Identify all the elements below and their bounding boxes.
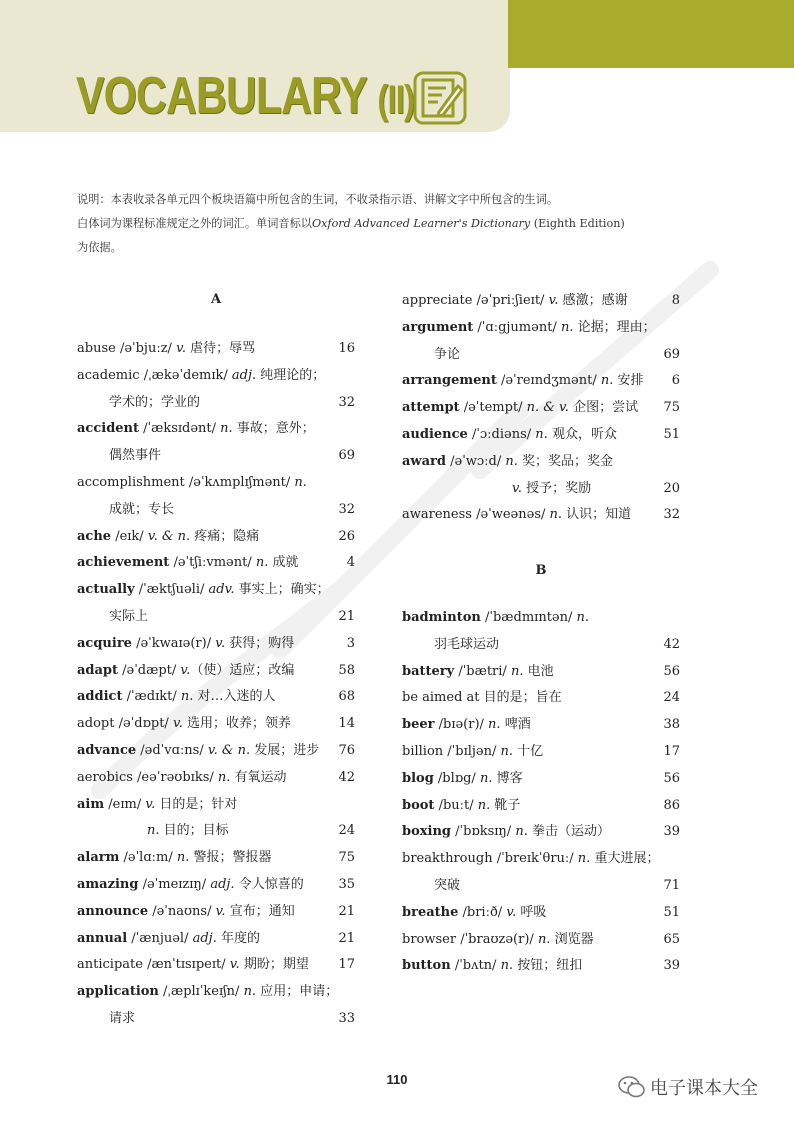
entry-phonetic: /ədˈvɑːns/ xyxy=(136,743,208,758)
entry-word: battery xyxy=(402,663,455,679)
entry-page: 32 xyxy=(338,394,355,410)
entry-definition: 感激；感谢 xyxy=(558,293,628,308)
entry-definition: 应用；申请； xyxy=(256,984,339,1000)
entry-definition: 选用；收养；领养 xyxy=(182,716,292,732)
entry-pos: v. xyxy=(180,662,191,678)
entry-definition: 呼吸 xyxy=(516,904,547,920)
entry-definition: 日的是；针对 xyxy=(155,796,238,812)
entry-phonetic: /briːð/ xyxy=(458,904,507,920)
entry-pos: n. xyxy=(479,770,493,786)
vocab-entry xyxy=(402,819,680,845)
entry-phonetic: /əˈreɪndʒmənt/ xyxy=(496,373,601,389)
entry-pos: n. xyxy=(294,475,307,490)
vocab-entry xyxy=(402,900,680,926)
dictionary-title: Oxford Advanced Learner's Dictionary xyxy=(311,217,531,230)
entry-word: amazing xyxy=(77,877,139,892)
entry-word: badminton xyxy=(402,610,481,625)
section-heading-a: A xyxy=(210,292,222,307)
entry-page: 71 xyxy=(663,878,680,893)
entry-page: 39 xyxy=(663,958,680,974)
entry-definition: 靴子 xyxy=(490,797,521,813)
entry-phonetic: /əˈkwaɪə(r)/ xyxy=(131,635,216,651)
entry-pos: adj. xyxy=(210,877,235,892)
entry-definition: 目的是；旨在 xyxy=(483,690,562,706)
entry-page: 20 xyxy=(663,480,680,496)
entry-page: 56 xyxy=(663,770,680,786)
vocab-entry xyxy=(77,390,355,416)
entry-phonetic: /eɪm/ xyxy=(104,796,146,812)
entry-pos: n. xyxy=(577,851,591,867)
entry-page: 8 xyxy=(671,293,680,308)
entry-page: 76 xyxy=(338,743,355,758)
entry-word: blog xyxy=(402,770,434,786)
entry-page: 21 xyxy=(338,930,355,946)
vocab-entry xyxy=(402,873,680,899)
entry-pos: n. xyxy=(176,850,190,866)
entry-word: be aimed at xyxy=(402,690,480,706)
entry-word: actually xyxy=(77,582,135,598)
entry-word: adapt xyxy=(77,662,119,678)
entry-page: 75 xyxy=(663,400,680,416)
entry-definition: 成就 xyxy=(268,555,299,571)
entry-definition: 观众，听众 xyxy=(547,427,617,442)
entry-page: 32 xyxy=(338,501,355,517)
intro-line-1: 说明：本表收录各单元四个板块语篇中所包含的生词，不收录指示语、讲解文字中所包含的生词。 xyxy=(77,193,559,206)
page-title: VOCABULARY (II) xyxy=(76,67,415,125)
vocab-entry xyxy=(402,632,680,658)
vocab-entry xyxy=(77,926,355,952)
entry-phonetic: /ˈbætri/ xyxy=(454,663,511,679)
vocab-entry xyxy=(402,395,680,421)
entry-definition: 令人惊喜的 xyxy=(234,877,304,892)
entry-pos: n. & v. xyxy=(526,400,569,416)
vocab-entry xyxy=(402,422,680,448)
entry-definition: 浏览器 xyxy=(550,931,594,947)
entry-pos: n. xyxy=(535,427,548,442)
vocab-entry xyxy=(77,524,355,550)
entry-word: announce xyxy=(77,903,149,919)
entry-pos: n. xyxy=(576,610,590,625)
entry-pos: n. xyxy=(600,373,614,389)
entry-page: 68 xyxy=(338,689,355,705)
entry-pos: n. xyxy=(243,984,257,1000)
entry-definition: 事故；意外； xyxy=(232,421,315,437)
vocab-entry xyxy=(402,739,680,765)
vocab-entry xyxy=(77,1006,355,1032)
vocab-entry xyxy=(402,766,680,792)
entry-word: awareness xyxy=(402,507,472,523)
notebook-pencil-icon xyxy=(412,70,468,126)
vocab-entry xyxy=(77,658,355,684)
entry-definition: 重大进展； xyxy=(590,851,660,867)
entry-word: audience xyxy=(402,427,468,442)
entry-page: 24 xyxy=(338,823,355,839)
entry-page: 38 xyxy=(663,717,680,733)
entry-phonetic: /əˈkʌmplɪʃmənt/ xyxy=(184,475,295,490)
entry-phonetic: /buːt/ xyxy=(434,797,478,813)
entry-phonetic: /əˈwɔːd/ xyxy=(445,453,506,469)
entry-definition-continued: 突破 xyxy=(434,878,461,893)
entry-pos: n. xyxy=(180,689,194,705)
vocab-entry xyxy=(402,605,680,631)
entry-word: beer xyxy=(402,717,435,733)
entry-word: abuse xyxy=(77,341,116,356)
entry-definition: 企图；尝试 xyxy=(568,400,639,416)
entry-phonetic: /ˈɑːgjumənt/ xyxy=(473,319,561,335)
entry-pos: n. xyxy=(537,931,551,947)
entry-definition: 授予；奖励 xyxy=(521,480,592,496)
entry-phonetic: /ˈbɒksɪŋ/ xyxy=(451,824,516,840)
entry-phonetic: /ˌæplɪˈkeɪʃn/ xyxy=(158,984,244,1000)
entry-pos: n. xyxy=(477,797,491,813)
vocab-entry xyxy=(77,497,355,523)
vocab-entry xyxy=(402,927,680,953)
entry-pos: v. xyxy=(172,716,183,732)
entry-definition-continued: 争论 xyxy=(434,346,461,362)
entry-word: award xyxy=(402,453,446,469)
vocab-entry xyxy=(77,550,355,576)
vocab-entry xyxy=(77,631,355,657)
page-number: 110 xyxy=(386,1072,408,1087)
entry-pos: adv. xyxy=(208,582,235,598)
entry-phonetic: /əˈtʃiːvmənt/ xyxy=(169,555,256,571)
vocab-entry xyxy=(77,792,355,818)
entry-phonetic: /əˈtempt/ xyxy=(459,400,527,416)
entry-phonetic: /eəˈrəʊbɪks/ xyxy=(132,769,218,785)
entry-page: 86 xyxy=(663,797,680,813)
entry-phonetic: /ænˈtɪsɪpeɪt/ xyxy=(142,957,230,973)
entry-page: 21 xyxy=(338,903,355,919)
entry-page: 58 xyxy=(338,662,355,678)
vocab-entry xyxy=(402,793,680,819)
entry-definition: 认识；知道 xyxy=(562,507,632,523)
entry-phonetic: /əˈpriːʃieɪt/ xyxy=(472,293,549,308)
vocab-entry xyxy=(402,476,680,502)
entry-page: 75 xyxy=(338,850,355,866)
entry-pos: n. xyxy=(560,319,574,335)
brand-text: 电子课本大全 xyxy=(650,1078,758,1099)
entry-word: adopt xyxy=(77,716,115,732)
entry-word: arrangement xyxy=(402,373,497,389)
entry-phonetic: /ˈɔːdiəns/ xyxy=(467,427,536,442)
entry-word: application xyxy=(77,984,159,1000)
entry-word: alarm xyxy=(77,850,120,866)
wechat-icon xyxy=(618,1076,646,1098)
vocab-entry xyxy=(77,845,355,871)
vocab-entry xyxy=(77,711,355,737)
vocab-entry xyxy=(402,368,680,394)
vocab-entry xyxy=(402,449,680,475)
entry-phonetic: /əˈnaʊns/ xyxy=(148,903,216,919)
intro-line-2: 白体词为课程标准规定之外的词汇。单词音标以Oxford Advanced Learner's Dictionary (Eighth Edition) xyxy=(77,217,625,230)
entry-phonetic: /eɪk/ xyxy=(111,528,148,544)
entry-page: 17 xyxy=(338,957,355,973)
entry-definition: （使）适应；改编 xyxy=(190,662,295,678)
entry-definition: 疼痛；隐痛 xyxy=(190,528,260,544)
entry-word: aerobics xyxy=(77,769,133,785)
entry-phonetic: /əˈmeɪzɪŋ/ xyxy=(138,877,211,892)
entry-word: attempt xyxy=(402,400,460,416)
entry-page: 69 xyxy=(663,346,680,362)
entry-phonetic: /ˈædɪkt/ xyxy=(122,689,181,705)
entry-pos: v. xyxy=(215,635,226,651)
entry-phonetic: /ˈbraʊzə(r)/ xyxy=(456,931,538,947)
vocab-entry xyxy=(77,416,355,442)
entry-page: 51 xyxy=(663,427,680,442)
entry-word: accomplishment xyxy=(77,475,185,490)
vocab-entry xyxy=(77,765,355,791)
entry-definition: 目的；目标 xyxy=(159,823,229,839)
entry-definition: 论据；理由； xyxy=(573,319,656,335)
entry-definition: 有氧运动 xyxy=(230,769,287,785)
entry-definition-continued: 羽毛球运动 xyxy=(434,636,500,652)
entry-phonetic: /əˈbjuːz/ xyxy=(115,341,177,356)
vocab-entry xyxy=(77,577,355,603)
entry-definition: 奖；奖品；奖金 xyxy=(517,453,614,469)
entry-pos: v. xyxy=(215,903,226,919)
vocab-entry xyxy=(77,872,355,898)
vocab-entry xyxy=(77,470,355,496)
entry-definition: 拳击（运动） xyxy=(527,824,610,840)
entry-definition: 按钮；纽扣 xyxy=(513,958,583,974)
entry-page: 56 xyxy=(663,663,680,679)
entry-phonetic: /ˈbreɪkˈθruː/ xyxy=(492,851,578,867)
entry-word: annual xyxy=(77,930,128,946)
entry-word: anticipate xyxy=(77,957,143,973)
entry-page: 16 xyxy=(338,341,355,356)
entry-pos: n. xyxy=(488,717,501,733)
entry-pos: v. xyxy=(548,293,559,308)
entry-pos: adj. xyxy=(192,930,217,946)
entry-phonetic: /əˈweənəs/ xyxy=(471,507,550,523)
entry-pos: v. & n. xyxy=(207,743,251,758)
entry-page: 33 xyxy=(338,1011,355,1026)
entry-pos: n. xyxy=(500,958,514,974)
vocab-entry xyxy=(402,846,680,872)
entry-page: 35 xyxy=(338,877,355,892)
section-heading-b: B xyxy=(535,563,547,578)
entry-definition: 博客 xyxy=(492,770,523,786)
vocab-entry xyxy=(77,363,355,389)
entry-phonetic: /ˈbɪljən/ xyxy=(443,744,501,759)
entry-pos: n. xyxy=(549,507,563,523)
entry-word: ache xyxy=(77,528,112,544)
header-accent-block xyxy=(508,0,794,68)
entry-phonetic: /əˈdɒpt/ xyxy=(114,716,173,732)
entry-pos: v. & n. xyxy=(147,528,191,544)
entry-definition: 宣布；通知 xyxy=(225,903,295,919)
entry-phonetic: /əˈlɑːm/ xyxy=(119,850,177,866)
entry-page: 42 xyxy=(338,769,355,785)
entry-phonetic: /blɒg/ xyxy=(433,770,480,786)
vocab-entry xyxy=(77,684,355,710)
entry-word: academic xyxy=(77,367,140,383)
entry-word: appreciate xyxy=(402,293,473,308)
entry-word: boot xyxy=(402,797,435,813)
entry-page: 42 xyxy=(663,636,680,652)
vocab-entry xyxy=(402,288,680,314)
entry-page: 24 xyxy=(663,690,680,706)
vocab-entry xyxy=(77,738,355,764)
entry-pos: v. xyxy=(145,796,156,812)
vocab-entry xyxy=(77,899,355,925)
entry-definition: 期盼；期望 xyxy=(239,957,309,973)
vocab-entry xyxy=(77,818,355,844)
entry-word: browser xyxy=(402,931,457,947)
entry-phonetic: /əˈdæpt/ xyxy=(118,662,181,678)
entry-page: 39 xyxy=(663,824,680,840)
entry-word: button xyxy=(402,958,451,974)
entry-page: 6 xyxy=(671,373,680,389)
entry-pos: n. xyxy=(147,823,160,839)
entry-definition: 十亿 xyxy=(513,744,544,759)
vocab-entry xyxy=(402,712,680,738)
entry-definition: 获得；购得 xyxy=(225,635,295,651)
entry-definition-continued: 实际上 xyxy=(109,609,149,624)
entry-page: 69 xyxy=(338,448,355,464)
entry-page: 51 xyxy=(663,904,680,920)
entry-definition: 电池 xyxy=(523,663,554,679)
entry-word: accident xyxy=(77,421,140,437)
entry-pos: v. xyxy=(229,957,240,973)
brand-watermark xyxy=(618,1074,778,1102)
entry-word: breakthrough xyxy=(402,851,493,867)
entry-pos: n. xyxy=(505,453,518,469)
entry-pos: v. xyxy=(506,904,517,920)
vocab-entry xyxy=(402,953,680,979)
entry-definition: 对…入迷的人 xyxy=(193,689,276,705)
intro-note xyxy=(77,188,697,260)
entry-definition: 发展；进步 xyxy=(250,743,320,758)
entry-phonetic: /ˈænjuəl/ xyxy=(127,930,193,946)
vocab-entry xyxy=(77,604,355,630)
vocab-entry xyxy=(402,502,680,528)
vocab-entry xyxy=(77,952,355,978)
vocab-entry xyxy=(77,443,355,469)
entry-page: 26 xyxy=(338,528,355,544)
entry-page: 17 xyxy=(663,744,680,759)
entry-definition: 安排 xyxy=(613,373,644,389)
entry-pos: v. xyxy=(512,480,522,496)
entry-pos: n. xyxy=(217,769,231,785)
entry-page: 3 xyxy=(346,635,355,651)
vocab-entry xyxy=(77,979,355,1005)
entry-word: acquire xyxy=(77,635,132,651)
intro-line-3: 为依据。 xyxy=(77,241,122,254)
vocab-entry xyxy=(402,685,680,711)
entry-word: breathe xyxy=(402,904,459,920)
entry-pos: n. xyxy=(255,555,269,571)
vocab-entry xyxy=(402,315,680,341)
entry-definition: 虐待；辱骂 xyxy=(186,341,256,356)
entry-definition: 警报；警报器 xyxy=(189,850,272,866)
entry-definition-continued: 成就；专长 xyxy=(109,501,175,517)
entry-phonetic: /ˈæktʃuəli/ xyxy=(134,582,209,598)
entry-phonetic: /ˌækəˈdemɪk/ xyxy=(139,367,232,383)
vocab-entry xyxy=(402,342,680,368)
entry-definition: 年度的 xyxy=(216,930,260,946)
entry-phonetic: /ˈæksɪdənt/ xyxy=(139,421,221,437)
entry-page: 65 xyxy=(663,931,680,947)
entry-pos: adj. xyxy=(231,367,257,383)
entry-word: advance xyxy=(77,743,137,758)
entry-phonetic: /bɪə(r)/ xyxy=(434,717,489,733)
title-suffix: (II) xyxy=(377,78,415,122)
entry-definition: 事实上；确实； xyxy=(234,582,330,598)
entry-definition-continued: 偶然事件 xyxy=(109,448,162,464)
entry-definition: 啤酒 xyxy=(500,717,531,733)
entry-definition-continued: 学术的；学业的 xyxy=(109,394,201,410)
entry-word: aim xyxy=(77,796,105,812)
entry-phonetic: /ˈbædmɪntən/ xyxy=(480,610,577,625)
entry-word: addict xyxy=(77,689,123,705)
entry-pos: n. xyxy=(515,824,528,840)
entry-definition-continued: 请求 xyxy=(109,1011,136,1026)
entry-definition: 纯理论的； xyxy=(256,367,326,383)
entry-phonetic: /ˈbʌtn/ xyxy=(450,958,501,974)
entry-pos: n. xyxy=(510,663,524,679)
entry-page: 32 xyxy=(663,507,680,523)
entry-page: 14 xyxy=(338,716,355,732)
entry-pos: n. xyxy=(220,421,233,437)
entry-word: achievement xyxy=(77,555,170,571)
vocab-entry xyxy=(77,336,355,362)
entry-page: 21 xyxy=(338,609,355,624)
entry-word: billion xyxy=(402,744,444,759)
entry-word: argument xyxy=(402,319,474,335)
entry-pos: v. xyxy=(176,341,186,356)
entry-page: 4 xyxy=(346,555,355,571)
entry-word: boxing xyxy=(402,824,451,840)
vocab-entry xyxy=(402,659,680,685)
entry-pos: n. xyxy=(500,744,514,759)
